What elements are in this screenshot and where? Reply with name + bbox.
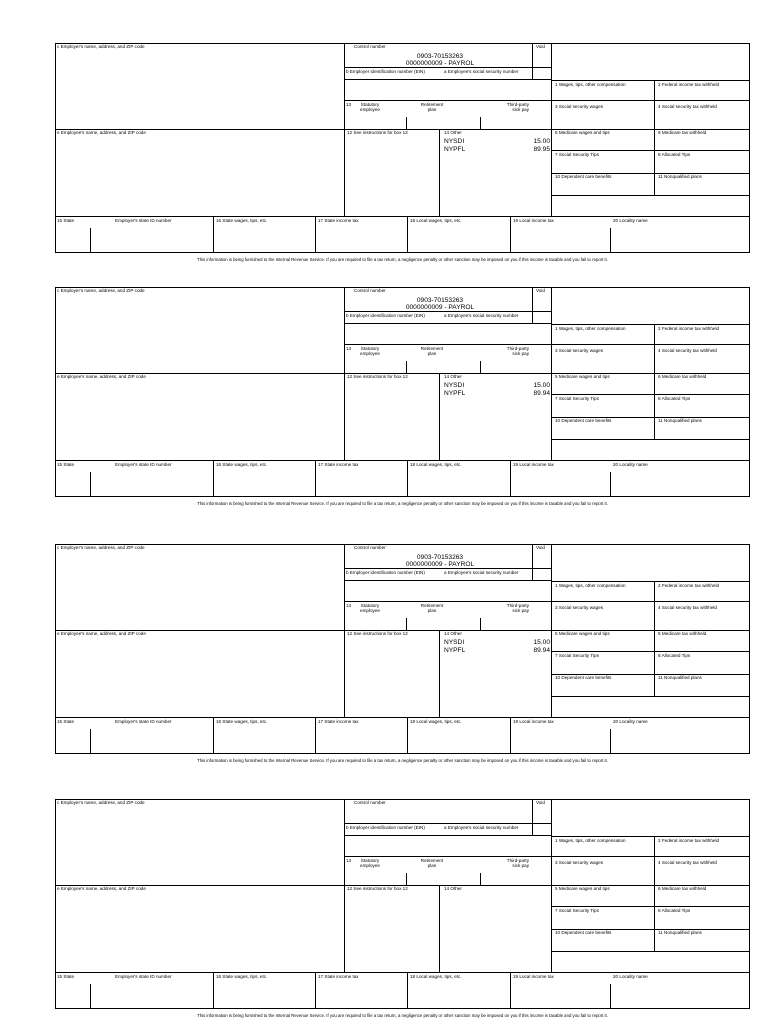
box16-label: 16 State wages, tips, etc. (216, 974, 268, 979)
employee-name-label: e Employee's name, address, and ZIP code (57, 374, 146, 379)
box16-label: 16 State wages, tips, etc. (216, 218, 268, 223)
box12-label: 12 See instructions for box 12 (347, 374, 408, 379)
box11-label: 11 Nonqualified plans (658, 174, 702, 179)
box18-label: 18 Local wages, tips, etc. (410, 719, 462, 724)
box16-label: 16 State wages, tips, etc. (216, 719, 268, 724)
control-number-line1: 0903-70153263 (416, 53, 464, 60)
box16-label: 16 State wages, tips, etc. (216, 462, 268, 467)
box2-label: 2 Federal income tax withheld (658, 583, 720, 588)
ssn-label: a Employee's social security number (444, 69, 519, 74)
box5-label: 5 Medicare wages and tips (555, 886, 610, 891)
box7-label: 7 Social Security Tips (555, 396, 599, 401)
control-number-label: Control number (354, 288, 386, 293)
box18-label: 18 Local wages, tips, etc. (410, 974, 462, 979)
box1-label: 1 Wages, tips, other compensation (555, 838, 626, 843)
box6-label: 6 Medicare tax withheld (658, 130, 707, 135)
other-amount-2: 89.95 (533, 146, 550, 153)
irs-notice: This information is being furnished to the Internal Revenue Service. If you are required to file a tax return, a negligence penalty or other sanction may be imposed on you if this income is taxable and you fail to report it. (197, 1013, 608, 1018)
statutory-label: Statutory employee (360, 603, 380, 613)
box15-label: 15 State (57, 719, 75, 724)
thirdparty-label: Third-party sick pay (506, 102, 529, 112)
box8-label: 8 Allocated Tips (658, 396, 691, 401)
box15-label: 15 State (57, 974, 75, 979)
other-code-2: NYPFL (444, 146, 466, 153)
box14-label: 14 Other (444, 374, 462, 379)
box7-label: 7 Social Security Tips (555, 908, 599, 913)
control-number-line1: 0903-70153263 (416, 297, 464, 304)
box15-label: 15 State (57, 218, 75, 223)
box10-label: 10 Dependent care benefits (555, 930, 612, 935)
box14-label: 14 Other (444, 886, 462, 891)
box10-label: 10 Dependent care benefits (555, 174, 612, 179)
box12-label: 12 See instructions for box 12 (347, 631, 408, 636)
control-number-line2: 0000000009 - PAYROL (405, 561, 475, 568)
box13-label: 13 (346, 858, 352, 863)
void-label: Void (536, 545, 545, 550)
employer-name-label: c Employer's name, address, and ZIP code (57, 800, 145, 805)
box19-label: 19 Local income tax (513, 974, 554, 979)
retirement-label: Retirement plan (420, 603, 444, 613)
employer-name-label: c Employer's name, address, and ZIP code (57, 288, 145, 293)
box8-label: 8 Allocated Tips (658, 653, 691, 658)
box19-label: 19 Local income tax (513, 218, 554, 223)
box12-label: 12 See instructions for box 12 (347, 130, 408, 135)
ssn-label: a Employee's social security number (444, 313, 519, 318)
thirdparty-label: Third-party sick pay (506, 858, 529, 868)
other-code-1: NYSDI (444, 382, 465, 389)
w2-form-copy-4 (55, 799, 750, 1018)
state-id-label: Employer's state ID number (115, 719, 172, 724)
box5-label: 5 Medicare wages and tips (555, 631, 610, 636)
void-label: Void (536, 800, 545, 805)
employee-name-label: e Employee's name, address, and ZIP code (57, 631, 146, 636)
box17-label: 17 State income tax (318, 974, 359, 979)
box10-label: 10 Dependent care benefits (555, 418, 612, 423)
box2-label: 2 Federal income tax withheld (658, 82, 720, 87)
box11-label: 11 Nonqualified plans (658, 930, 702, 935)
w2-form-copy-1 (55, 43, 750, 262)
box13-label: 13 (346, 346, 352, 351)
state-id-label: Employer's state ID number (115, 974, 172, 979)
ein-label: b Employer identification number (EIN) (346, 69, 425, 74)
control-number-label: Control number (354, 44, 386, 49)
ssn-label: a Employee's social security number (444, 570, 519, 575)
box2-label: 2 Federal income tax withheld (658, 326, 720, 331)
box5-label: 5 Medicare wages and tips (555, 374, 610, 379)
control-number-label: Control number (354, 800, 386, 805)
thirdparty-label: Third-party sick pay (506, 346, 529, 356)
box7-label: 7 Social Security Tips (555, 653, 599, 658)
w2-form-copy-2 (55, 287, 750, 506)
box18-label: 18 Local wages, tips, etc. (410, 462, 462, 467)
box1-label: 1 Wages, tips, other compensation (555, 82, 626, 87)
box7-label: 7 Social Security Tips (555, 152, 599, 157)
box17-label: 17 State income tax (318, 719, 359, 724)
other-code-1: NYSDI (444, 138, 465, 145)
statutory-label: Statutory employee (360, 346, 380, 356)
box15-label: 15 State (57, 462, 75, 467)
box17-label: 17 State income tax (318, 462, 359, 467)
box14-label: 14 Other (444, 130, 462, 135)
box1-label: 1 Wages, tips, other compensation (555, 326, 626, 331)
box8-label: 8 Allocated Tips (658, 908, 691, 913)
state-id-label: Employer's state ID number (115, 218, 172, 223)
box6-label: 6 Medicare tax withheld (658, 631, 707, 636)
control-number-line1: 0903-70153263 (416, 554, 464, 561)
retirement-label: Retirement plan (420, 346, 444, 356)
box20-label: 20 Locality name (613, 974, 648, 979)
irs-notice: This information is being furnished to the Internal Revenue Service. If you are required to file a tax return, a negligence penalty or other sanction may be imposed on you if this income is taxable and you fail to report it. (197, 758, 608, 763)
box13-label: 13 (346, 102, 352, 107)
irs-notice: This information is being furnished to the Internal Revenue Service. If you are required to file a tax return, a negligence penalty or other sanction may be imposed on you if this income is taxable and you fail to report it. (197, 501, 608, 506)
box4-label: 4 Social security tax withheld (658, 348, 717, 353)
other-amount-2: 89.94 (533, 390, 550, 397)
box2-label: 2 Federal income tax withheld (658, 838, 720, 843)
box3-label: 3 Social security wages (555, 860, 604, 865)
box17-label: 17 State income tax (318, 218, 359, 223)
void-label: Void (536, 288, 545, 293)
other-code-1: NYSDI (444, 639, 465, 646)
box20-label: 20 Locality name (613, 719, 648, 724)
other-code-2: NYPFL (444, 390, 466, 397)
statutory-label: Statutory employee (360, 858, 380, 868)
box3-label: 3 Social security wages (555, 605, 604, 610)
box6-label: 6 Medicare tax withheld (658, 374, 707, 379)
box20-label: 20 Locality name (613, 218, 648, 223)
other-amount-1: 15.00 (533, 382, 550, 389)
box3-label: 3 Social security wages (555, 348, 604, 353)
box20-label: 20 Locality name (613, 462, 648, 467)
employee-name-label: e Employee's name, address, and ZIP code (57, 130, 146, 135)
control-number-line2: 0000000009 - PAYROL (405, 304, 475, 311)
box11-label: 11 Nonqualified plans (658, 675, 702, 680)
other-amount-1: 15.00 (533, 639, 550, 646)
irs-notice: This information is being furnished to the Internal Revenue Service. If you are required to file a tax return, a negligence penalty or other sanction may be imposed on you if this income is taxable and you fail to report it. (197, 257, 608, 262)
state-id-label: Employer's state ID number (115, 462, 172, 467)
employer-name-label: c Employer's name, address, and ZIP code (57, 44, 145, 49)
box14-label: 14 Other (444, 631, 462, 636)
box13-label: 13 (346, 603, 352, 608)
box4-label: 4 Social security tax withheld (658, 860, 717, 865)
control-number-line2: 0000000009 - PAYROL (405, 60, 475, 67)
statutory-label: Statutory employee (360, 102, 380, 112)
employee-name-label: e Employee's name, address, and ZIP code (57, 886, 146, 891)
other-amount-1: 15.00 (533, 138, 550, 145)
box8-label: 8 Allocated Tips (658, 152, 691, 157)
other-amount-2: 89.94 (533, 647, 550, 654)
thirdparty-label: Third-party sick pay (506, 603, 529, 613)
void-label: Void (536, 44, 545, 49)
ein-label: b Employer identification number (EIN) (346, 313, 425, 318)
box18-label: 18 Local wages, tips, etc. (410, 218, 462, 223)
box3-label: 3 Social security wages (555, 104, 604, 109)
w2-form-copy-3 (55, 544, 750, 763)
ein-label: b Employer identification number (EIN) (346, 825, 425, 830)
box12-label: 12 See instructions for box 12 (347, 886, 408, 891)
box11-label: 11 Nonqualified plans (658, 418, 702, 423)
ssn-label: a Employee's social security number (444, 825, 519, 830)
retirement-label: Retirement plan (420, 102, 444, 112)
box6-label: 6 Medicare tax withheld (658, 886, 707, 891)
employer-name-label: c Employer's name, address, and ZIP code (57, 545, 145, 550)
box1-label: 1 Wages, tips, other compensation (555, 583, 626, 588)
control-number-label: Control number (354, 545, 386, 550)
retirement-label: Retirement plan (420, 858, 444, 868)
ein-label: b Employer identification number (EIN) (346, 570, 425, 575)
box5-label: 5 Medicare wages and tips (555, 130, 610, 135)
other-code-2: NYPFL (444, 647, 466, 654)
box4-label: 4 Social security tax withheld (658, 605, 717, 610)
box19-label: 19 Local income tax (513, 462, 554, 467)
box10-label: 10 Dependent care benefits (555, 675, 612, 680)
box4-label: 4 Social security tax withheld (658, 104, 717, 109)
box19-label: 19 Local income tax (513, 719, 554, 724)
